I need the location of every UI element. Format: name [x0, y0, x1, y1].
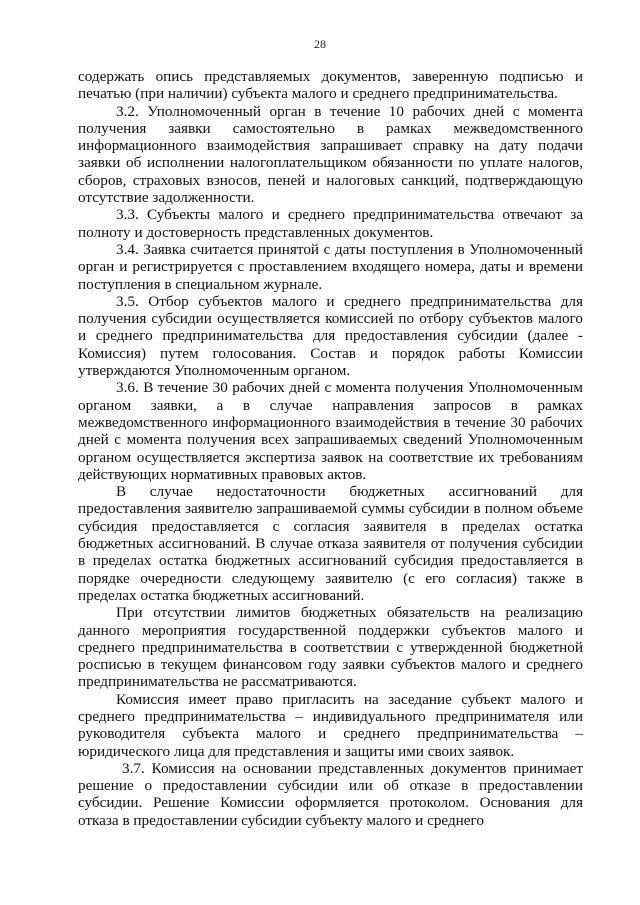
- paragraph-insufficient-funds: В случае недостаточности бюджетных ассигнований для предоставления заявителю запрашиваемой суммы субсидии в полном объеме субсидия предоставляется с согласия заявителя в пределах остатка бюджетных ассигнований. В случае отказа заявителя от получения субсидии в пределах остатка бюджетных ассигнований субсидия предоставляется в порядке очередности следующему заявителю (с его согласия) также в пределах остатка бюджетных ассигнований.: [78, 483, 583, 604]
- paragraph-3-3: 3.3. Субъекты малого и среднего предпринимательства отвечают за полноту и достоверность представленных документов.: [78, 206, 583, 241]
- paragraph-commission-rights: Комиссия имеет право пригласить на заседание субъект малого и среднего предпринимательства – индивидуального предпринимателя или руководителя субъекта малого и среднего предпринимательства – юридического лица для представления и защиты ими своих заявок.: [78, 690, 583, 760]
- paragraph-3-6: 3.6. В течение 30 рабочих дней с момента получения Уполномоченным органом заявки, а в случае направления запросов в рамках межведомственного информационного взаимодействия в течение 30 рабочих дней с момента получения всех запрашиваемых сведений Уполномоченным органом осуществляется экспертиза заявок на соответствие их требованиям действующих нормативных правовых актов.: [78, 379, 583, 483]
- paragraph-no-limits: При отсутствии лимитов бюджетных обязательств на реализацию данного мероприятия государственной поддержки субъектов малого и среднего предпринимательства в соответствии с утвержденной бюджетной росписью в текущем финансовом году заявки субъектов малого и среднего предпринимательства не рассматриваются.: [78, 604, 583, 691]
- paragraph-3-7: 3.7. Комиссия на основании представленных документов принимает решение о предоставлении субсидии или об отказе в предоставлении субсидии. Решение Комиссии оформляется протоколом. Основания для отказа в предоставлении субсидии субъекту малого и среднего: [78, 759, 583, 829]
- paragraph-3-5: 3.5. Отбор субъектов малого и среднего предпринимательства для получения субсидии осуществляется комиссией по отбору субъектов малого и среднего предпринимательства для предоставления субсидии (далее - Комиссия) путем голосования. Состав и порядок работы Комиссии утверждаются Уполномоченным органом.: [78, 292, 583, 380]
- page-number: 28: [314, 37, 326, 51]
- paragraph-3-4: 3.4. Заявка считается принятой с даты поступления в Уполномоченный орган и регистрируется с проставлением входящего номера, даты и времени поступления в специальном журнале.: [78, 240, 583, 293]
- paragraph-3-2: 3.2. Уполномоченный орган в течение 10 рабочих дней с момента получения заявки самостоятельно в рамках межведомственного информационного взаимодействия запрашивает справку на дату подачи заявки об исполнении налогоплательщиком обязанности по уплате налогов, сборов, страховых взносов, пеней и налоговых санкций, подтверждающую отсутствие задолженности.: [78, 102, 583, 207]
- document-body: [78, 68, 583, 829]
- paragraph-continuation: содержать опись представляемых документов, заверенную подписью и печатью (при наличии) субъекта малого и среднего предпринимательства.: [78, 68, 583, 103]
